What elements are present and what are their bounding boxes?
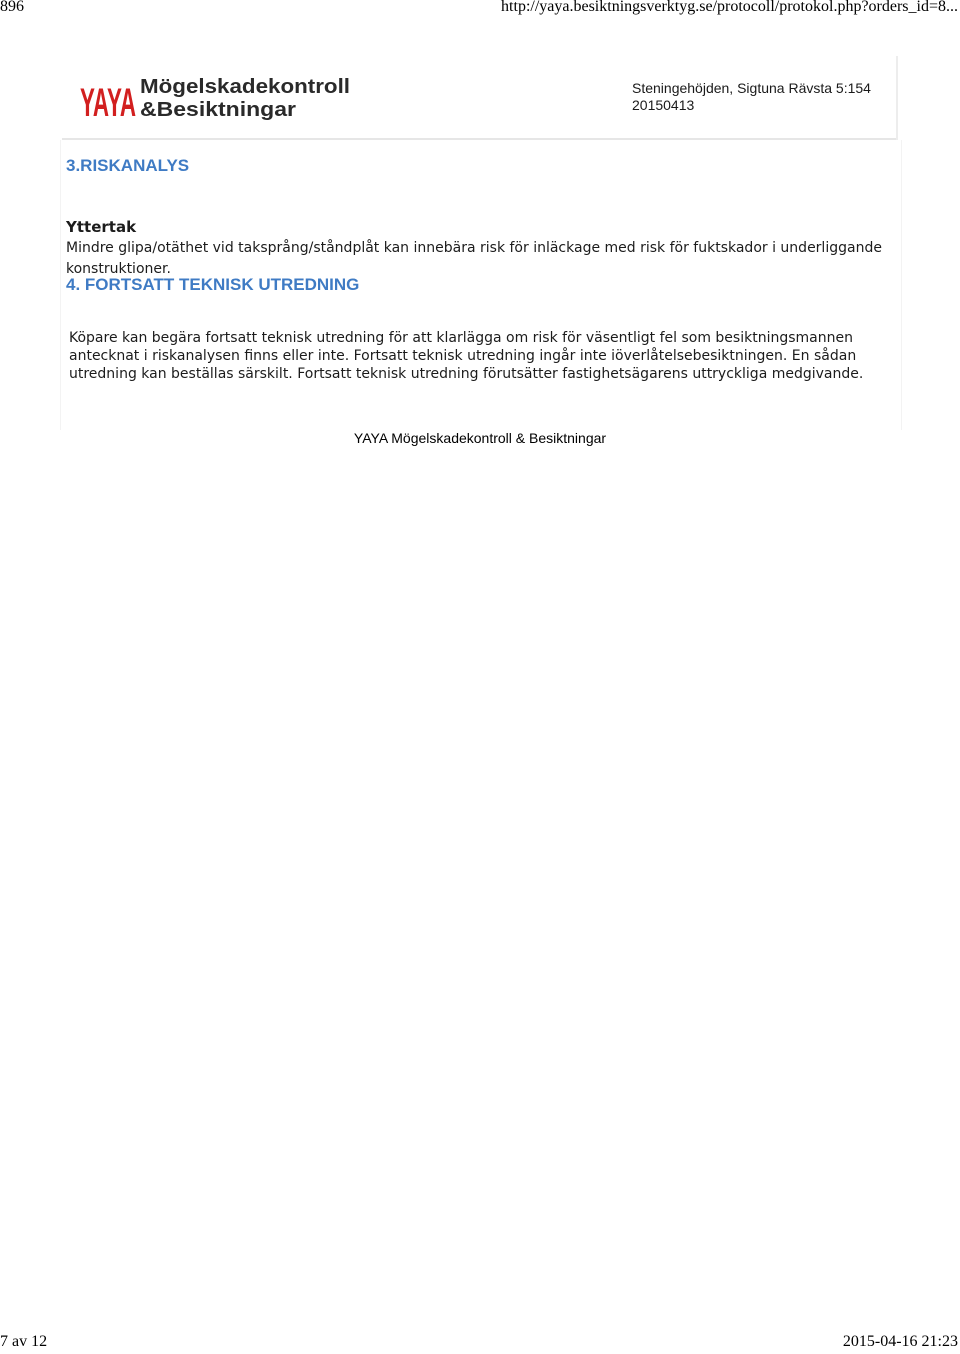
property-info	[632, 80, 871, 114]
print-timestamp: 2015-04-16 21:23	[842, 1333, 958, 1350]
logo-mark: YAYA	[80, 81, 136, 122]
logo-text-bottom: &Besiktningar	[140, 99, 297, 121]
property-address: Steningehöjden, Sigtuna Rävsta 5:154	[632, 80, 871, 96]
print-url[interactable]: http://yaya.besiktningsverktyg.se/protocoll/protokol.php?orders_id=8...	[501, 0, 958, 15]
section-title-riskanalys: 3.RISKANALYS	[66, 156, 190, 175]
risk-item-title: Yttertak	[66, 218, 137, 236]
report-header	[62, 56, 898, 140]
header-divider	[896, 56, 898, 140]
section-title-fortsatt-utredning: 4. FORTSATT TEKNISK UTREDNING	[66, 275, 360, 294]
logo-text-top: Mögelskadekontroll	[140, 76, 350, 98]
report-content	[60, 140, 902, 430]
risk-item	[66, 217, 896, 280]
risk-item-text: Mindre glipa/otäthet vid taksprång/ståndplåt kan innebära risk för inläckage med risk för fuktskador i underliggande konstruktioner.	[66, 240, 882, 277]
inspection-date: 20150413	[632, 97, 695, 113]
company-logo	[80, 72, 352, 122]
footer-company-name: YAYA Mögelskadekontroll & Besiktningar	[353, 430, 607, 446]
section-text-fortsatt-utredning: Köpare kan begära fortsatt teknisk utredning för att klarlägga om risk för väsentligt fel som besiktningsmannen antecknat i riskanalysen finns eller inte. Fortsatt teknisk utredning ingår inte iöverlåtelsebesiktningen. En sådan utredning kan beställas särskilt. Fortsatt teknisk utredning förutsätter fastighetsägarens uttryckliga medgivande.	[69, 330, 864, 382]
print-page-count: 7 av 12	[0, 1333, 48, 1350]
print-page-id: 896	[0, 0, 24, 15]
